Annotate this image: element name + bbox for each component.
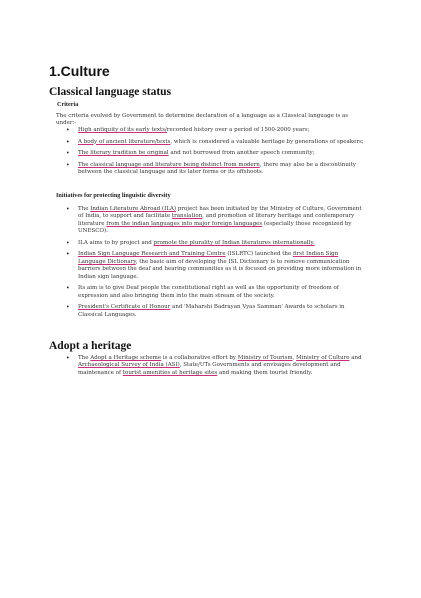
underlined-text: from the indian languages into major foreign languages bbox=[106, 220, 263, 227]
underlined-text: promote the plurality of Indian literatures internationally. bbox=[153, 239, 315, 246]
body-text: and bbox=[349, 355, 362, 361]
body-text: The bbox=[78, 355, 91, 361]
body-text: (especially those recognized by UNESCO). bbox=[78, 220, 352, 235]
body-text: , and promotion of literary heritage and contemporary literature bbox=[78, 213, 355, 227]
bullet-icon: • bbox=[66, 161, 70, 169]
body-text: , the basic aim of developing the ISL Dictionary is to remove communication barriers between the deaf and hearing communities as it is focused on providing more information in Indian sign language. bbox=[78, 258, 362, 280]
bullet-icon: • bbox=[66, 206, 70, 213]
underlined-text: The classical language and literature being distinct from modern bbox=[78, 161, 260, 168]
underlined-text: High antiquity of its early texts/ bbox=[78, 127, 167, 133]
body-text: , State/UTs Governments and envisages development and maintenance of bbox=[78, 362, 341, 376]
body-text: recorded history over a period of 1500-2000 years; bbox=[166, 127, 310, 133]
main-heading: 1.Culture bbox=[49, 63, 110, 79]
body-text: (ISLRTC) launched the bbox=[225, 251, 293, 258]
underlined-text: Indian Literature Abroad (ILA) bbox=[90, 206, 177, 212]
underlined-text: translation bbox=[171, 213, 203, 220]
criteria-intro: The criteria evolved by Government to determine declaration of a language as a Classical language is as under:- bbox=[56, 113, 349, 127]
body-text: Its aim is to give Deaf people the constitutional right as well as the opportunity of freedom of expression and also bringing them into the main stream of the society. bbox=[78, 285, 339, 299]
bullet-icon: • bbox=[66, 251, 70, 259]
body-text: and making them tourist friendly. bbox=[217, 369, 313, 376]
initiative-item bbox=[0, 304, 364, 319]
criteria-list bbox=[0, 127, 364, 181]
bullet-icon: • bbox=[66, 285, 70, 293]
body-text: The bbox=[78, 206, 91, 212]
criteria-item bbox=[0, 162, 364, 177]
section-title-classical-language: Classical language status bbox=[49, 86, 172, 98]
bullet-icon: • bbox=[66, 127, 70, 134]
bullet-icon: • bbox=[66, 239, 70, 247]
initiative-item bbox=[0, 251, 364, 281]
initiative-item bbox=[0, 240, 364, 247]
initiative-item bbox=[0, 285, 364, 300]
criteria-item bbox=[0, 139, 364, 146]
underlined-text: Adopt a Heritage scheme bbox=[90, 355, 162, 361]
body-text: project has been initiated by the Ministry of Culture, Government of India, to support and facilitate bbox=[78, 206, 362, 220]
criteria-item bbox=[0, 127, 364, 134]
section-title-adopt-heritage: Adopt a heritage bbox=[49, 340, 132, 352]
heritage-item bbox=[0, 355, 364, 377]
body-text: ILA aims to by project and bbox=[78, 239, 154, 246]
body-text: , bbox=[292, 355, 297, 361]
bullet-icon: • bbox=[66, 138, 70, 146]
bullet-icon: • bbox=[66, 150, 70, 158]
heritage-list bbox=[0, 355, 364, 381]
underlined-text: Indian Sign Language Research and Training Centre bbox=[78, 251, 226, 258]
criteria-heading: Criteria bbox=[57, 101, 79, 108]
body-text: , there may also be a discontinuity between the classical language and its later forms or its offshoots. bbox=[78, 161, 356, 176]
initiatives-list bbox=[0, 206, 364, 323]
underlined-text: A body of ancient literature/texts bbox=[78, 138, 171, 145]
body-text: is a collaborative effort by bbox=[161, 355, 238, 361]
underlined-text: Ministry of Culture bbox=[296, 355, 350, 361]
body-text: and not borrowed from another speech community; bbox=[168, 150, 315, 157]
initiative-item bbox=[0, 206, 364, 236]
bullet-icon: • bbox=[66, 355, 70, 362]
underlined-text: The literary tradition be original bbox=[78, 150, 169, 157]
bullet-icon: • bbox=[66, 304, 70, 312]
body-text: and 'Maharshi Badrayan Vyas Samman' Awards to scholars in Classical Languages. bbox=[78, 304, 345, 318]
underlined-text: President's Certificate of Honour bbox=[78, 304, 171, 311]
underlined-text: tourist amenities at heritage sites bbox=[122, 369, 218, 376]
underlined-text: Ministry of Tourism bbox=[237, 355, 293, 361]
criteria-item bbox=[0, 150, 364, 157]
underlined-text: Archaeological Survey of India (ASI) bbox=[78, 362, 180, 369]
initiatives-heading: Initiatives for protecting linguistic diversity bbox=[56, 192, 171, 199]
body-text: , which is considered a valuable heritage by generations of speakers; bbox=[170, 138, 364, 145]
underlined-text: first Indian Sign Language Dictionary bbox=[78, 251, 339, 265]
